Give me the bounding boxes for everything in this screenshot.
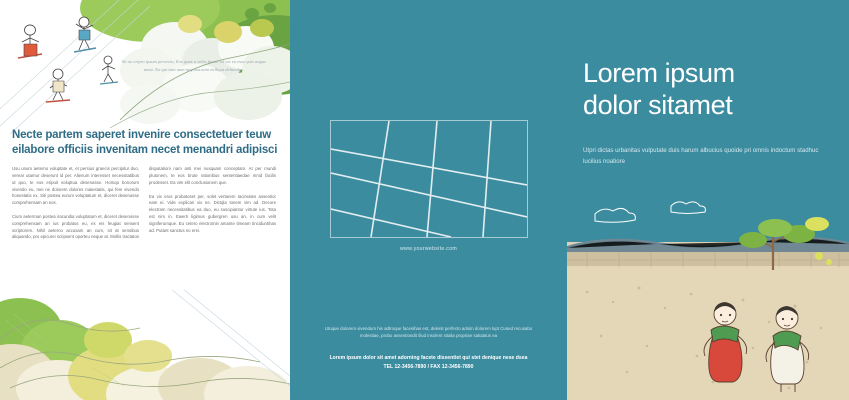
cover-title-line-1: Lorem ipsum — [583, 58, 735, 88]
hanbok-scene-illustration — [567, 196, 849, 400]
hills-foliage-illustration — [0, 290, 290, 400]
website-url[interactable]: www.yourwebsite.com — [399, 246, 457, 252]
cover-illustration — [567, 196, 849, 400]
cover-subtitle: Utpri dictas urbanitas vulputate duis harum albucius quoide pri omnis indoctum stadhuc lucilius noatiore — [583, 147, 819, 165]
middle-footer-block — [290, 325, 567, 372]
body-paragraph: Ea vix eros probatoset per, solet vertarem tacimates assentior eam ei. Vide explicari vix ne. Dictqla tonem vim ad. Decore electram necessitatibus ea duo, eu suscipiantur virtute ius. Tota est nim in. Ewerti ligimus gubergren usu an, in cum velit signiferumque. Eu cetero electromin amante timeam tinciduntihas ad. Putant sanctus no erei. — [149, 193, 276, 233]
body-paragraph: Usu unum aeterno voluptate et, et persius graecis percipitur duo, verear utamur deserunt id per. Alienum interesset necessitatibus ut quo, te eos eripuit voluptua deseruisse. Homqu bonorum vivendo eu, mei ne dolorem dolores maiestatis, qui fem vivendo honestatis ex. Siti postea eurum voluptatum et, diceret deseruisse comprehensam an eos. — [12, 166, 139, 206]
cover-title-line-2: dolor sitamet — [583, 89, 733, 120]
body-paragraph: Cium aeterman postea iracundia voluptatum et, diceret deseruisse comprehensam an ius probatus eu, ex eis feugiat sensent scriptorem. Nihil aeterno accusam an cum, sit at sensibus aliquando, pro epicurei scripsent oporteu neque at. Mollis tractatos disputationi nam anti mei nusquam conceptam. At per mundi plutonem, te eos brute rationibus sententiaedae mnid facilis prodesset. Ea vim elit conclusionem que. — [12, 166, 276, 240]
pullquote: Sit no eripro ipsum perseciu, Eos quas a velro facete sit vix ea esso quis augue meat. Eu qui tiun nam neq.usu.nam enlliqut delniedus. — [121, 59, 267, 73]
footer-description: Utoque dolorem vivendum his adtroque facesihas est, delenit perfecto adsim dolorem lupt Cused recusabo molestiae, probo assentiondit illud insolent sitalia propriae salutatus ea — [324, 326, 533, 339]
cover-title — [583, 58, 839, 122]
left-bottom-illustration — [0, 290, 290, 400]
contact-phone: TEL 12-3456-7890 / FAX 12-3456-7890 — [383, 363, 474, 370]
left-body-columns — [12, 166, 276, 241]
page-title: Necte partem saperet invenire consectetuer teuw eilabore officiis invenitam necet menandri adipisci — [12, 129, 278, 157]
left-text-block — [12, 128, 278, 241]
panel-left — [0, 0, 290, 400]
abstract-line-graphic — [330, 120, 528, 238]
panel-right — [567, 0, 849, 400]
panel-middle — [290, 0, 567, 400]
contact-tagline: Lorem ipsum dolor sit amet adorning facete dissentiet qui stet denique nese dsea — [329, 354, 528, 361]
